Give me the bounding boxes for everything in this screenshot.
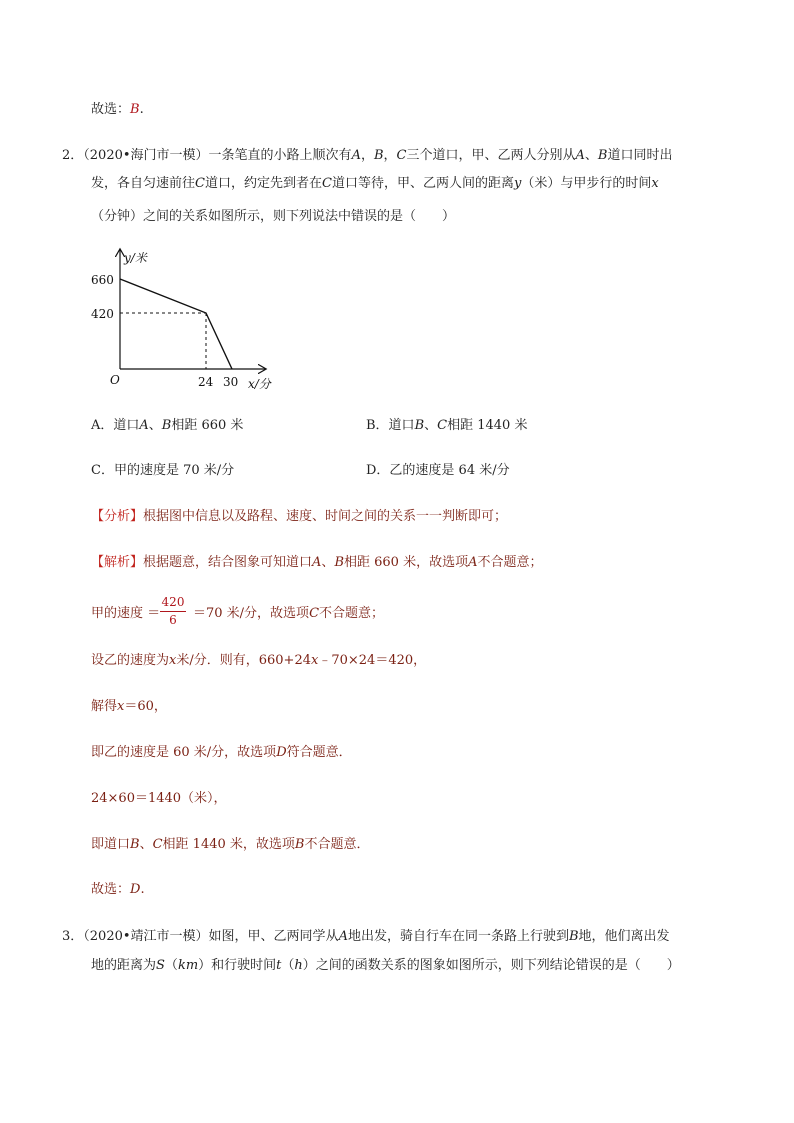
question-3-line-1 bbox=[62, 927, 670, 947]
answer-value: B bbox=[130, 102, 140, 117]
tick-30: 30 bbox=[223, 375, 239, 389]
q2-sep: ， bbox=[360, 148, 374, 163]
q2-text: 道口同时出 bbox=[607, 148, 673, 163]
solution-text: 24×60＝1440（米）， bbox=[91, 791, 227, 806]
q3-unit-km: km bbox=[177, 958, 199, 973]
q3-text: ）和行驶时间 bbox=[198, 958, 277, 973]
solution-var: x bbox=[311, 653, 319, 668]
q2-text: 一条笔直的小路上顺次有 bbox=[208, 148, 352, 163]
analysis-label: 【分析】 bbox=[91, 509, 144, 524]
solution-text: 符合题意． bbox=[286, 745, 352, 760]
question-2-line-2 bbox=[91, 174, 659, 194]
solution-var: x bbox=[117, 699, 125, 714]
q2-text: （分钟）之间的关系如图所示，则下列说法中错误的是（ ） bbox=[91, 209, 456, 224]
q2-var-c: C bbox=[396, 148, 407, 163]
question-2-line-1 bbox=[62, 146, 673, 166]
q3-var-t: t bbox=[276, 958, 282, 973]
solution-text: 解得 bbox=[91, 699, 118, 714]
solution-text: 相距 660 米，故选项 bbox=[344, 555, 469, 570]
q3-unit-h: h bbox=[294, 958, 303, 973]
option-a-var: B bbox=[161, 418, 172, 433]
solution-text: 根据题意，结合图象可知道口 bbox=[143, 555, 313, 570]
option-a-var: A bbox=[139, 418, 149, 433]
solution-var: B bbox=[130, 837, 140, 852]
solution-option: B bbox=[294, 837, 305, 852]
solution-line-1 bbox=[91, 553, 542, 573]
solution-text: 不合题意； bbox=[477, 555, 543, 570]
distance-line bbox=[120, 279, 232, 369]
solution-line-3 bbox=[91, 651, 426, 671]
solution-var: x bbox=[169, 653, 177, 668]
question-source: （2020•靖江市一模） bbox=[83, 929, 209, 944]
q2-var-a: A bbox=[351, 148, 361, 163]
q3-text: 地，他们离出发 bbox=[578, 929, 670, 944]
answer-label: 故选： bbox=[91, 102, 131, 117]
option-b-var: C bbox=[437, 418, 448, 433]
q3-var-s: S bbox=[156, 958, 165, 973]
solution-text: ＝70 米/分，故选项 bbox=[193, 606, 310, 621]
fraction-numerator: 420 bbox=[161, 595, 185, 609]
q2-var-y: y bbox=[513, 176, 522, 191]
option-d bbox=[366, 461, 510, 481]
option-a-text: 相距 660 米 bbox=[171, 418, 244, 433]
q3-text: ）之间的函数关系的图象如图所示，则下列结论错误的是（ ） bbox=[302, 958, 680, 973]
solution-line-5 bbox=[91, 743, 352, 763]
q3-text: 地出发，骑自行车在同一条路上行驶到 bbox=[347, 929, 569, 944]
question-2-line-3 bbox=[91, 207, 455, 227]
question-number: 2． bbox=[62, 148, 84, 163]
question-source: （2020•海门市一模） bbox=[83, 148, 209, 163]
option-b-text: 相距 1440 米 bbox=[447, 418, 528, 433]
question-3-line-2 bbox=[91, 956, 680, 976]
solution-option: A bbox=[468, 555, 478, 570]
option-b bbox=[366, 416, 527, 436]
solution-line-4 bbox=[91, 697, 167, 717]
solution-text: 即道口 bbox=[91, 837, 131, 852]
option-c-text: C．甲的速度是 70 米/分 bbox=[91, 463, 235, 478]
question-number: 3． bbox=[62, 929, 84, 944]
fraction-denominator: 6 bbox=[169, 613, 177, 627]
final-answer bbox=[91, 880, 145, 900]
q2-var-b: B bbox=[597, 148, 608, 163]
solution-text: 不合题意； bbox=[319, 606, 385, 621]
answer-end: . bbox=[139, 102, 144, 117]
solution-text: 即乙的速度是 60 米/分，故选项 bbox=[91, 745, 277, 760]
solution-label: 【解析】 bbox=[91, 555, 144, 570]
solution-text: 米/分．则有，660+24 bbox=[176, 653, 311, 668]
q3-text: 如图，甲、乙两同学从 bbox=[208, 929, 339, 944]
tick-660: 660 bbox=[91, 273, 114, 287]
solution-text: 不合题意． bbox=[304, 837, 370, 852]
x-axis-label: x/分 bbox=[248, 377, 271, 391]
q3-var-a: A bbox=[338, 929, 348, 944]
distance-time-graph bbox=[91, 244, 280, 394]
solution-line-6 bbox=[91, 789, 227, 809]
solution-var: C bbox=[152, 837, 163, 852]
q2-text: 发，各自匀速前往 bbox=[91, 176, 196, 191]
solution-line-7 bbox=[91, 835, 369, 855]
solution-var: B bbox=[334, 555, 344, 570]
solution-line-2-tail bbox=[193, 604, 384, 624]
solution-text: ＝60， bbox=[124, 699, 167, 714]
q3-text: 地的距离为 bbox=[91, 958, 157, 973]
q2-sep: 、 bbox=[584, 148, 598, 163]
q2-text: 道口，约定先到者在 bbox=[204, 176, 322, 191]
q2-sep: ， bbox=[383, 148, 397, 163]
answer-end: . bbox=[140, 882, 145, 897]
solution-line-2 bbox=[91, 604, 160, 624]
q2-text: 三个道口，甲、乙两人分别从 bbox=[406, 148, 576, 163]
q2-text: 道口等待，甲、乙两人间的距离 bbox=[331, 176, 514, 191]
option-a-sep: 、 bbox=[148, 418, 162, 433]
analysis-text: 根据图中信息以及路程、速度、时间之间的关系一一判断即可； bbox=[143, 509, 508, 524]
fraction-bar bbox=[160, 611, 186, 612]
solution-sep: 、 bbox=[321, 555, 335, 570]
origin-label: O bbox=[110, 373, 120, 387]
solution-text: 设乙的速度为 bbox=[91, 653, 170, 668]
q3-text: （ bbox=[164, 958, 178, 973]
tick-420: 420 bbox=[91, 307, 114, 321]
q2-text: （米）与甲步行的时间 bbox=[521, 176, 652, 191]
solution-text: 相距 1440 米，故选项 bbox=[162, 837, 295, 852]
option-b-text: B．道口 bbox=[366, 418, 415, 433]
answer-value: D bbox=[130, 882, 141, 897]
option-b-var: B bbox=[414, 418, 425, 433]
q2-var-b: B bbox=[373, 148, 384, 163]
option-c bbox=[91, 461, 234, 481]
option-d-text: D．乙的速度是 64 米/分 bbox=[366, 463, 510, 478]
q2-var-c: C bbox=[195, 176, 205, 191]
q2-var-a: A bbox=[575, 148, 585, 163]
answer-label: 故选： bbox=[91, 882, 131, 897]
option-a-text: A．道口 bbox=[91, 418, 140, 433]
q2-var-c: C bbox=[321, 176, 332, 191]
solution-sep: 、 bbox=[139, 837, 153, 852]
solution-text: 甲的速度 ＝ bbox=[91, 606, 161, 621]
y-axis-label: y/米 bbox=[124, 251, 147, 265]
solution-option: D bbox=[276, 745, 287, 760]
solution-var: A bbox=[312, 555, 322, 570]
previous-answer bbox=[91, 100, 144, 120]
option-b-sep: 、 bbox=[424, 418, 438, 433]
solution-text: ﹣70×24＝420， bbox=[318, 653, 427, 668]
q3-var-b: B bbox=[568, 929, 579, 944]
speed-fraction bbox=[160, 595, 186, 628]
tick-24: 24 bbox=[198, 375, 214, 389]
solution-option: C bbox=[309, 606, 320, 621]
q2-var-x: x bbox=[651, 176, 659, 191]
q3-text: （ bbox=[281, 958, 295, 973]
option-a bbox=[91, 416, 243, 436]
analysis bbox=[91, 507, 507, 527]
